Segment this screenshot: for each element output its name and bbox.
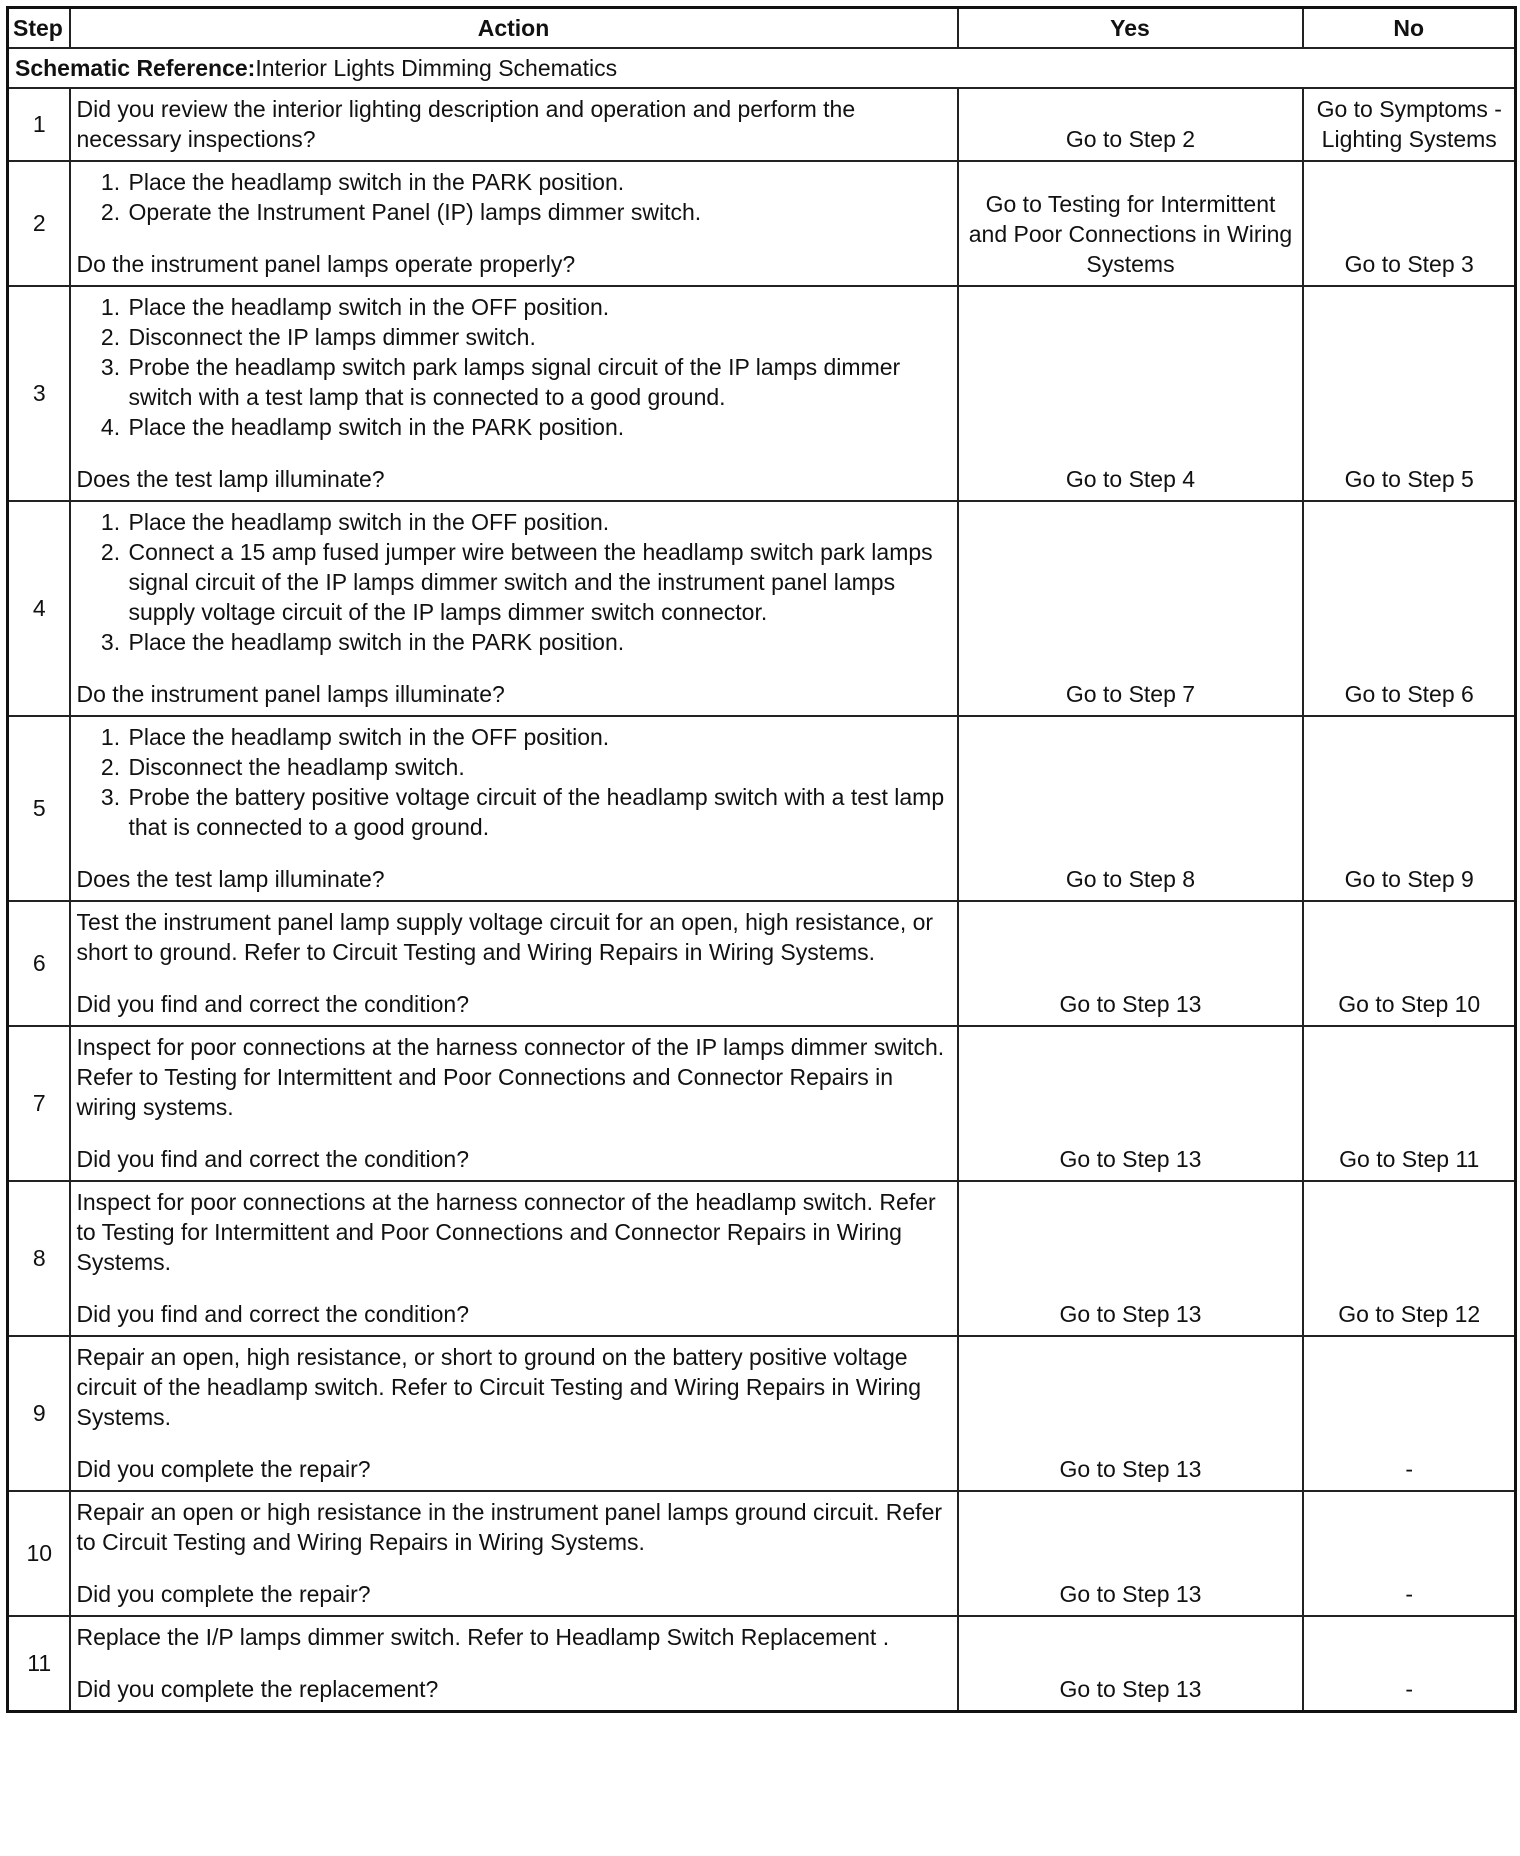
action-list — [77, 292, 952, 442]
header-step: Step — [8, 8, 70, 49]
step-row — [8, 901, 1516, 1026]
step-number: 3 — [8, 286, 70, 501]
step-action — [70, 1491, 958, 1616]
action-list — [77, 722, 952, 842]
header-yes: Yes — [958, 8, 1303, 49]
action-list-item: 2. Disconnect the IP lamps dimmer switch. — [127, 322, 952, 352]
step-row — [8, 716, 1516, 901]
action-list-item: 1. Place the headlamp switch in the PARK position. — [127, 167, 952, 197]
step-action — [70, 161, 958, 286]
action-question: Did you find and correct the condition? — [76, 1301, 470, 1327]
yes-result[interactable]: Go to Step 13 — [958, 1026, 1303, 1181]
action-question: Did you complete the repair? — [76, 1581, 371, 1607]
step-number: 4 — [8, 501, 70, 716]
action-question: Does the test lamp illuminate? — [76, 466, 385, 492]
action-list-item: 2. Operate the Instrument Panel (IP) lamps dimmer switch. — [127, 197, 952, 227]
action-text: Did you review the interior lighting description and operation and perform the necessary inspections? — [76, 96, 856, 152]
action-question: Do the instrument panel lamps illuminate? — [76, 681, 505, 707]
step-action — [70, 88, 958, 161]
action-list-item: 4. Place the headlamp switch in the PARK position. — [127, 412, 952, 442]
action-list — [77, 167, 952, 227]
step-row — [8, 1616, 1516, 1712]
header-no: No — [1303, 8, 1516, 49]
no-result[interactable]: Go to Step 10 — [1303, 901, 1516, 1026]
no-result[interactable]: Go to Step 3 — [1303, 161, 1516, 286]
yes-result[interactable]: Go to Step 13 — [958, 1616, 1303, 1712]
yes-result[interactable]: Go to Step 2 — [958, 88, 1303, 161]
yes-result[interactable]: Go to Step 13 — [958, 1181, 1303, 1336]
no-result[interactable]: Go to Step 5 — [1303, 286, 1516, 501]
schematic-reference — [8, 48, 1516, 88]
header-row — [8, 8, 1516, 49]
step-number: 1 — [8, 88, 70, 161]
action-question: Did you find and correct the condition? — [76, 991, 470, 1017]
yes-result[interactable]: Go to Testing for Intermittent and Poor Connections in Wiring Systems — [958, 161, 1303, 286]
step-number: 2 — [8, 161, 70, 286]
header-action: Action — [70, 8, 958, 49]
step-action — [70, 716, 958, 901]
yes-result[interactable]: Go to Step 13 — [958, 901, 1303, 1026]
yes-result[interactable]: Go to Step 7 — [958, 501, 1303, 716]
step-row — [8, 88, 1516, 161]
action-list-item: 2. Disconnect the headlamp switch. — [127, 752, 952, 782]
step-action — [70, 501, 958, 716]
no-result: - — [1303, 1491, 1516, 1616]
action-text: Repair an open or high resistance in the instrument panel lamps ground circuit. Refer to Circuit Testing and Wiring Repairs in Wiring Systems. — [76, 1499, 943, 1555]
yes-result[interactable]: Go to Step 13 — [958, 1491, 1303, 1616]
no-result: - — [1303, 1336, 1516, 1491]
action-text: Inspect for poor connections at the harness connector of the headlamp switch. Refer to Testing for Intermittent and Poor Connections and Connector Repairs in Wiring Systems. — [76, 1189, 936, 1275]
schematic-reference-label: Schematic Reference: — [15, 55, 256, 81]
action-text: Replace the I/P lamps dimmer switch. Refer to Headlamp Switch Replacement . — [76, 1624, 890, 1650]
step-number: 10 — [8, 1491, 70, 1616]
step-number: 8 — [8, 1181, 70, 1336]
action-list-item: 1. Place the headlamp switch in the OFF position. — [127, 507, 952, 537]
step-number: 7 — [8, 1026, 70, 1181]
action-list — [77, 507, 952, 657]
step-row — [8, 1491, 1516, 1616]
step-number: 9 — [8, 1336, 70, 1491]
no-result: - — [1303, 1616, 1516, 1712]
step-action — [70, 1181, 958, 1336]
step-row — [8, 286, 1516, 501]
action-text: Inspect for poor connections at the harness connector of the IP lamps dimmer switch. Refer to Testing for Intermittent and Poor Connections and Connector Repairs in wiring systems. — [76, 1034, 945, 1120]
action-list-item: 3. Place the headlamp switch in the PARK position. — [127, 627, 952, 657]
yes-result[interactable]: Go to Step 8 — [958, 716, 1303, 901]
no-result[interactable]: Go to Step 12 — [1303, 1181, 1516, 1336]
step-row — [8, 1181, 1516, 1336]
action-list-item: 2. Connect a 15 amp fused jumper wire between the headlamp switch park lamps signal circuit of the IP lamps dimmer switch and the instrument panel lamps supply voltage circuit of the IP lamps dimmer switch connector. — [127, 537, 952, 627]
step-number: 11 — [8, 1616, 70, 1712]
step-row — [8, 501, 1516, 716]
no-result[interactable]: Go to Step 6 — [1303, 501, 1516, 716]
no-result[interactable]: Go to Symptoms - Lighting Systems — [1303, 88, 1516, 161]
no-result[interactable]: Go to Step 9 — [1303, 716, 1516, 901]
step-row — [8, 1336, 1516, 1491]
diagnostic-table-container — [6, 6, 1514, 1713]
action-text: Test the instrument panel lamp supply voltage circuit for an open, high resistance, or short to ground. Refer to Circuit Testing and Wiring Repairs in Wiring Systems. — [76, 909, 934, 965]
step-action — [70, 1336, 958, 1491]
action-question: Did you find and correct the condition? — [76, 1146, 470, 1172]
no-result[interactable]: Go to Step 11 — [1303, 1026, 1516, 1181]
action-text: Repair an open, high resistance, or short to ground on the battery positive voltage circuit of the headlamp switch. Refer to Circuit Testing and Wiring Repairs in Wiring Systems. — [76, 1344, 922, 1430]
step-number: 6 — [8, 901, 70, 1026]
step-action — [70, 1616, 958, 1712]
action-question: Did you complete the repair? — [76, 1456, 371, 1482]
step-row — [8, 1026, 1516, 1181]
schematic-reference-link[interactable]: Interior Lights Dimming Schematics — [255, 55, 618, 81]
yes-result[interactable]: Go to Step 13 — [958, 1336, 1303, 1491]
schematic-reference-row — [8, 48, 1516, 88]
diagnostic-table — [6, 6, 1517, 1713]
step-action — [70, 286, 958, 501]
step-action — [70, 1026, 958, 1181]
action-question: Does the test lamp illuminate? — [76, 866, 385, 892]
action-list-item: 3. Probe the battery positive voltage circuit of the headlamp switch with a test lamp that is connected to a good ground. — [127, 782, 952, 842]
action-list-item: 3. Probe the headlamp switch park lamps signal circuit of the IP lamps dimmer switch with a test lamp that is connected to a good ground. — [127, 352, 952, 412]
action-list-item: 1. Place the headlamp switch in the OFF position. — [127, 722, 952, 752]
step-action — [70, 901, 958, 1026]
action-list-item: 1. Place the headlamp switch in the OFF position. — [127, 292, 952, 322]
action-question: Do the instrument panel lamps operate properly? — [76, 251, 576, 277]
step-row — [8, 161, 1516, 286]
action-question: Did you complete the replacement? — [76, 1676, 439, 1702]
step-number: 5 — [8, 716, 70, 901]
yes-result[interactable]: Go to Step 4 — [958, 286, 1303, 501]
